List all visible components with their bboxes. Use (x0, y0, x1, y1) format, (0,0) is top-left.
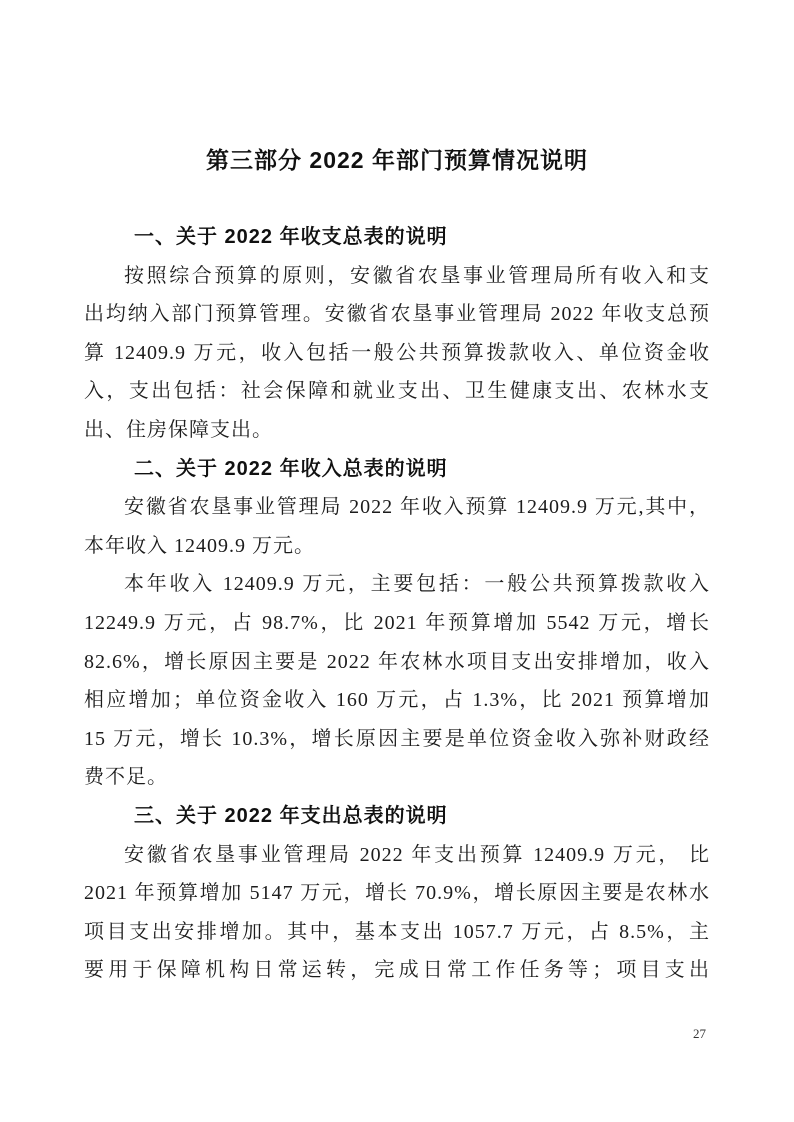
paragraph (84, 565, 710, 797)
paragraph (84, 257, 710, 450)
section-heading: 二、关于 2022 年收入总表的说明 (134, 457, 448, 480)
text-line: 出均纳入部门预算管理。安徽省农垦事业管理局 2022 年收支总预 (84, 303, 710, 326)
text-line: 2021 年预算增加 5147 万元，增长 70.9%，增长原因主要是农林水 (84, 882, 710, 905)
text-line: 入，支出包括：社会保障和就业支出、卫生健康支出、农林水支 (84, 380, 710, 403)
section-heading: 一、关于 2022 年收支总表的说明 (134, 226, 448, 248)
text-line: 费不足。 (84, 766, 168, 789)
paragraph (84, 836, 710, 990)
text-line: 要用于保障机构日常运转，完成日常工作任务等；项目支出 (84, 959, 710, 982)
text-line: 安徽省农垦事业管理局 2022 年收入预算 12409.9 万元,其中， (124, 496, 710, 519)
text-line: 算 12409.9 万元，收入包括一般公共预算拨款收入、单位资金收 (84, 341, 710, 364)
text-line: 本年收入 12409.9 万元，主要包括：一般公共预算拨款收入 (124, 573, 710, 596)
text-line: 安徽省农垦事业管理局 2022 年支出预算 12409.9 万元， 比 (124, 843, 710, 866)
section-heading: 三、关于 2022 年支出总表的说明 (134, 804, 448, 827)
text-line: 12249.9 万元，占 98.7%，比 2021 年预算增加 5542 万元，增长 (84, 611, 710, 634)
page-number: 27 (693, 1026, 706, 1041)
paragraph (84, 488, 710, 565)
document-body (84, 218, 710, 990)
page-title: 第三部分 2022 年部门预算情况说明 (206, 147, 588, 173)
text-line: 本年收入 12409.9 万元。 (84, 534, 315, 557)
text-line: 按照综合预算的原则，安徽省农垦事业管理局所有收入和支 (124, 264, 710, 287)
text-line: 项目支出安排增加。其中，基本支出 1057.7 万元，占 8.5%，主 (84, 920, 710, 943)
text-line: 15 万元，增长 10.3%，增长原因主要是单位资金收入弥补财政经 (84, 727, 710, 750)
text-line: 82.6%，增长原因主要是 2022 年农林水项目支出安排增加，收入 (84, 650, 710, 673)
text-line: 出、住房保障支出。 (84, 418, 273, 441)
text-line: 相应增加；单位资金收入 160 万元，占 1.3%，比 2021 预算增加 (84, 689, 710, 712)
